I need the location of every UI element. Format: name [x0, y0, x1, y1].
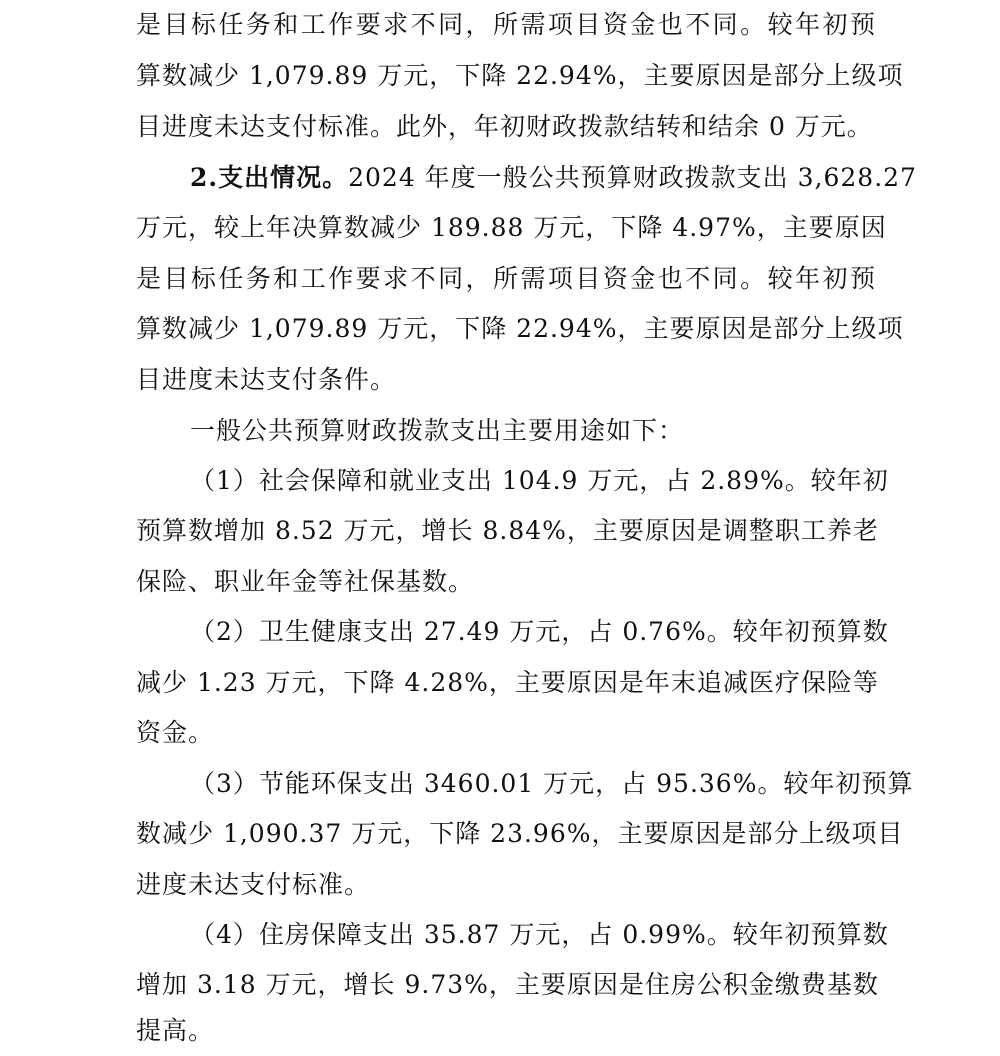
section-heading-line [190, 153, 917, 203]
section-heading: 2.支出情况。 [190, 163, 349, 192]
text-line: 进度未达支付标准。 [136, 870, 371, 899]
text-line: 万元，较上年决算数减少 189.88 万元，下降 4.97%，主要原因 [136, 213, 887, 242]
list-item-line: （3）节能环保支出 3460.01 万元，占 95.36%。较年初预算 [190, 769, 914, 798]
list-item-line: （2）卫生健康支出 27.49 万元，占 0.76%。较年初预算数 [190, 617, 889, 646]
text-line: 目进度未达支付条件。 [136, 365, 397, 394]
text-line: 保险、职业年金等社保基数。 [136, 567, 475, 596]
text-line: 算数减少 1,079.89 万元，下降 22.94%，主要原因是部分上级项 [136, 314, 904, 343]
text-span: 2024 年度一般公共预算财政拨款支出 3,628.27 [348, 163, 917, 192]
text-line: 算数减少 1,079.89 万元，下降 22.94%，主要原因是部分上级项 [136, 61, 904, 90]
text-line: 减少 1.23 万元，下降 4.28%，主要原因是年末追减医疗保险等 [136, 668, 879, 697]
text-line: 是目标任务和工作要求不同，所需项目资金也不同。较年初预 [136, 264, 876, 293]
list-item-line: （1）社会保障和就业支出 104.9 万元，占 2.89%。较年初 [190, 466, 889, 495]
text-line: 目进度未达支付标准。此外，年初财政拨款结转和结余 0 万元。 [136, 112, 873, 141]
text-line: 预算数增加 8.52 万元，增长 8.84%，主要原因是调整职工养老 [136, 516, 879, 545]
text-line: 提高。 [136, 1016, 215, 1045]
list-item-line: （4）住房保障支出 35.87 万元，占 0.99%。较年初预算数 [190, 920, 889, 949]
text-line: 是目标任务和工作要求不同，所需项目资金也不同。较年初预 [136, 10, 876, 39]
text-line: 一般公共预算财政拨款支出主要用途如下： [190, 416, 685, 445]
text-line: 增加 3.18 万元，增长 9.73%，主要原因是住房公积金缴费基数 [136, 970, 879, 999]
text-line: 资金。 [136, 718, 215, 747]
text-line: 数减少 1,090.37 万元，下降 23.96%，主要原因是部分上级项目 [136, 819, 904, 848]
